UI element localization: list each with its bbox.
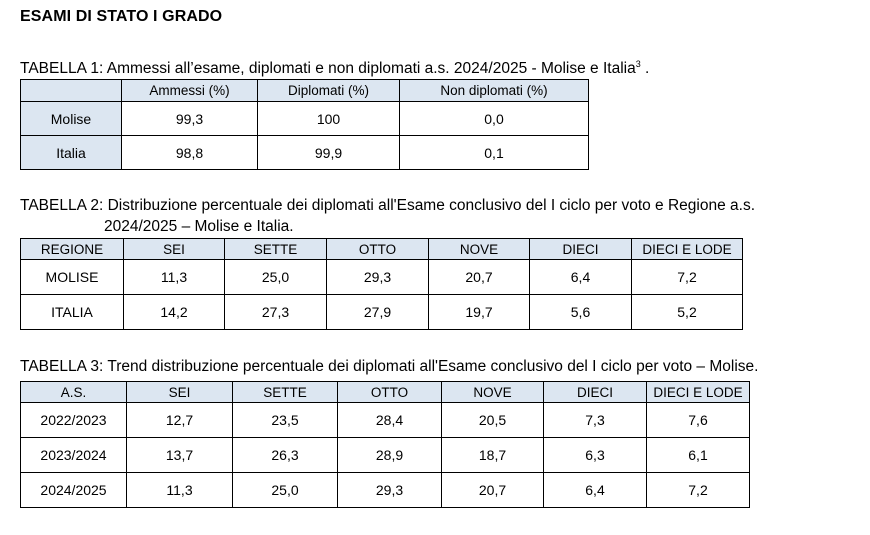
- table2-caption-line1: TABELLA 2: Distribuzione percentuale dei diplomati all'Esame conclusivo del I ciclo per voto e Regione a.s.: [20, 197, 756, 214]
- table3-cell: 7,3: [544, 403, 647, 438]
- table1-header-cell: Diplomati (%): [258, 80, 400, 102]
- table2-cell: 11,3: [124, 260, 225, 295]
- table2-row-label: ITALIA: [21, 295, 124, 330]
- table2-caption: [20, 195, 755, 237]
- table-row: [21, 403, 750, 438]
- table2-caption-line2: 2024/2025 – Molise e Italia.: [104, 218, 294, 235]
- table2-cell: 25,0: [225, 260, 327, 295]
- table2-cell: 27,9: [327, 295, 429, 330]
- table1-caption-text: TABELLA 1: Ammessi all’esame, diplomati e non diplomati a.s. 2024/2025 - Molise e Italia: [20, 60, 636, 77]
- table2-header-row: [21, 239, 743, 260]
- table3-cell: 6,1: [647, 438, 750, 473]
- table1-cell: 99,3: [122, 102, 258, 136]
- table2: [20, 238, 743, 330]
- table3-row-label: 2024/2025: [21, 473, 127, 508]
- table1: [20, 79, 589, 170]
- table3-header-cell: SETTE: [233, 382, 338, 403]
- table-row: [21, 473, 750, 508]
- table-row: [21, 102, 589, 136]
- table2-cell: 7,2: [632, 260, 743, 295]
- table3-cell: 28,4: [338, 403, 442, 438]
- document-title: ESAMI DI STATO I GRADO: [20, 8, 223, 25]
- table2-row-label: MOLISE: [21, 260, 124, 295]
- table3-caption: TABELLA 3: Trend distribuzione percentuale dei diplomati all'Esame conclusivo del I ciclo per voto – Molise.: [20, 358, 759, 375]
- table1-cell: 0,0: [400, 102, 589, 136]
- table3-cell: 13,7: [127, 438, 233, 473]
- table3-cell: 26,3: [233, 438, 338, 473]
- table2-cell: 5,6: [530, 295, 632, 330]
- table3-header-cell: NOVE: [442, 382, 544, 403]
- table2-cell: 27,3: [225, 295, 327, 330]
- table2-header-cell: SETTE: [225, 239, 327, 260]
- table2-header-cell: NOVE: [429, 239, 530, 260]
- table3-cell: 20,7: [442, 473, 544, 508]
- table2-header-cell: DIECI E LODE: [632, 239, 743, 260]
- table1-header-cell: Non diplomati (%): [400, 80, 589, 102]
- table3-cell: 29,3: [338, 473, 442, 508]
- table3-header-cell: DIECI E LODE: [647, 382, 750, 403]
- table3-cell: 6,3: [544, 438, 647, 473]
- table1-cell: 99,9: [258, 136, 400, 170]
- table-row: [21, 136, 589, 170]
- table2-cell: 14,2: [124, 295, 225, 330]
- table2-header-cell: OTTO: [327, 239, 429, 260]
- table1-header-cell: [21, 80, 122, 102]
- table3-row-label: 2023/2024: [21, 438, 127, 473]
- table3-cell: 6,4: [544, 473, 647, 508]
- table3-cell: 20,5: [442, 403, 544, 438]
- table3-header-cell: OTTO: [338, 382, 442, 403]
- table3-cell: 25,0: [233, 473, 338, 508]
- table1-caption: [20, 58, 649, 79]
- table3-header-cell: A.S.: [21, 382, 127, 403]
- table3: [20, 381, 750, 508]
- table2-cell: 19,7: [429, 295, 530, 330]
- table3-cell: 28,9: [338, 438, 442, 473]
- table3-cell: 18,7: [442, 438, 544, 473]
- table3-cell: 7,6: [647, 403, 750, 438]
- table2-header-cell: SEI: [124, 239, 225, 260]
- table3-row-label: 2022/2023: [21, 403, 127, 438]
- table1-cell: 98,8: [122, 136, 258, 170]
- table1-row-label: Molise: [21, 102, 122, 136]
- table2-cell: 29,3: [327, 260, 429, 295]
- table3-header-cell: DIECI: [544, 382, 647, 403]
- table3-cell: 12,7: [127, 403, 233, 438]
- table3-cell: 7,2: [647, 473, 750, 508]
- table1-header-row: [21, 80, 589, 102]
- table1-header-cell: Ammessi (%): [122, 80, 258, 102]
- table-row: [21, 260, 743, 295]
- table1-footnote-mark: 3: [635, 58, 641, 69]
- table1-caption-end: .: [640, 60, 650, 77]
- table-row: [21, 438, 750, 473]
- table-row: [21, 295, 743, 330]
- table2-cell: 5,2: [632, 295, 743, 330]
- table3-cell: 11,3: [127, 473, 233, 508]
- table2-cell: 6,4: [530, 260, 632, 295]
- table2-header-cell: DIECI: [530, 239, 632, 260]
- table3-cell: 23,5: [233, 403, 338, 438]
- table3-header-row: [21, 382, 750, 403]
- table1-row-label: Italia: [21, 136, 122, 170]
- table3-header-cell: SEI: [127, 382, 233, 403]
- table2-header-cell: REGIONE: [21, 239, 124, 260]
- table2-cell: 20,7: [429, 260, 530, 295]
- table1-cell: 100: [258, 102, 400, 136]
- table1-cell: 0,1: [400, 136, 589, 170]
